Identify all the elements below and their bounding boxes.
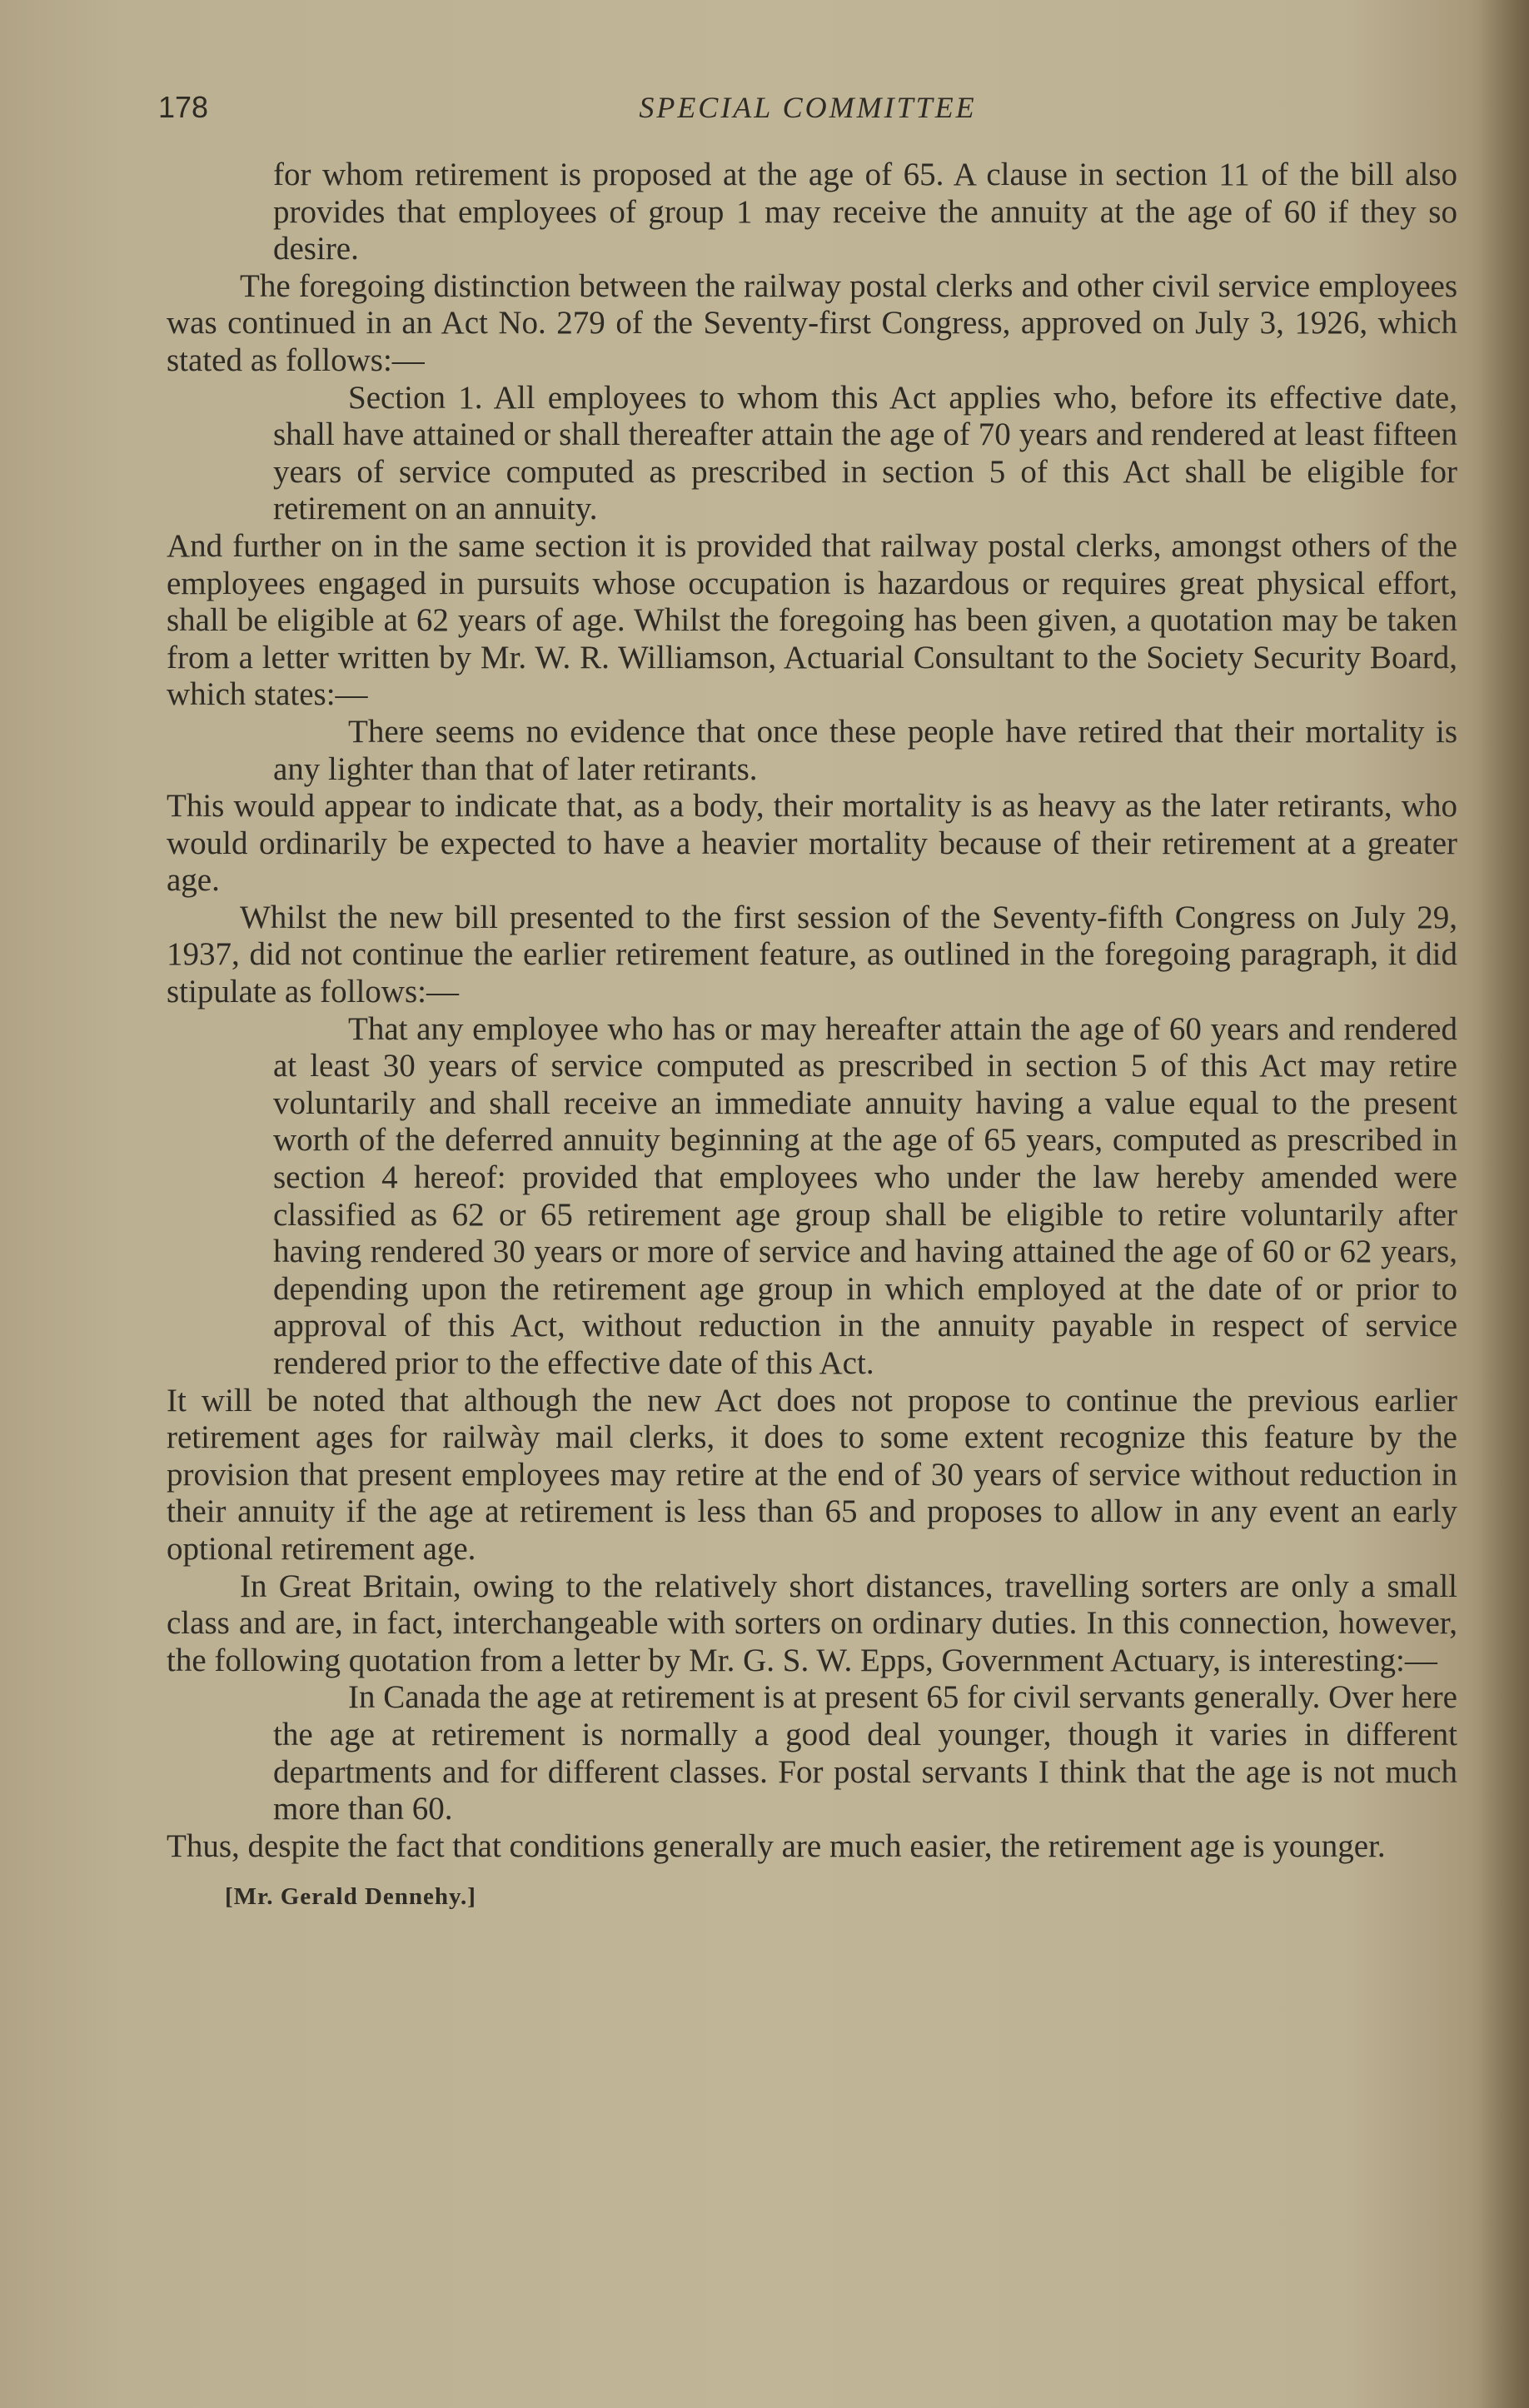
body-text — [167, 157, 1457, 1916]
running-title: SPECIAL COMMITTEE — [639, 91, 977, 124]
block-quote: In Canada the age at retirement is at present 65 for civil servants generally. Over here the age at retirement is normally a good deal younger, though it varies in different departments and for different classes. For postal servants I think that the age is not much more than 60. — [273, 1679, 1457, 1827]
page-number: 178 — [158, 90, 209, 124]
block-quote: Section 1. All employees to whom this Act applies who, before its effective date, shall have attained or shall thereafter attain the age of 70 years and rendered at least fifteen years of service computed as prescribed in section 5 of this Act shall be eligible for retirement on an annuity. — [273, 379, 1457, 527]
paragraph: This would appear to indicate that, as a body, their mortality is as heavy as the later retirants, who would ordinarily be expected to have a heavier mortality because of their retirement at a greater age. — [167, 788, 1457, 899]
paragraph: And further on in the same section it is provided that railway postal clerks, amongst others of the employees engaged in pursuits whose occupation is hazardous or requires great physical effort, shall be eligible at 62 years of age. Whilst the foregoing has been given, a quotation may be taken from a letter written by Mr. W. R. Williamson, Actuarial Consultant to the Society Security Board, which states:— — [167, 527, 1457, 713]
quote-continuation: for whom retirement is proposed at the age of 65. A clause in section 11 of the bill also provides that employees of group 1 may receive the annuity at the age of 60 if they so desire. — [273, 157, 1457, 267]
page-edge-shadow — [1479, 0, 1529, 2408]
block-quote: There seems no evidence that once these people have retired that their mortality is any lighter than that of later retirants. — [273, 713, 1457, 787]
speaker-attribution: [Mr. Gerald Dennehy.] — [225, 1883, 476, 1911]
page-header — [158, 90, 1457, 132]
paragraph: It will be noted that although the new Act does not propose to continue the previous earlier retirement ages for railwày mail clerks, it does to some extent recognize this feature by the provision that present employees may retire at the end of 30 years of service without reduction in their annuity if the age at retirement is less than 65 and proposes to allow in any event an early optional retirement age. — [167, 1382, 1457, 1567]
paragraph: Thus, despite the fact that conditions generally are much easier, the retirement age is younger. — [167, 1827, 1386, 1864]
paragraph: In Great Britain, owing to the relatively short distances, travelling sorters are only a small class and are, in fact, interchangeable with sorters on ordinary duties. In this connection, however, the following quotation from a letter by Mr. G. S. W. Epps, Government Actuary, is interesting:— — [167, 1568, 1457, 1678]
paragraph: Whilst the new bill presented to the first session of the Seventy-fifth Congress on July 29, 1937, did not continue the earlier retirement feature, as outlined in the foregoing paragraph, it did stipulate as follows:— — [167, 899, 1457, 1010]
paragraph: The foregoing distinction between the railway postal clerks and other civil service employees was continued in an Act No. 279 of the Seventy-first Congress, approved on July 3, 1926, which stated as follows:— — [167, 267, 1457, 378]
block-quote: That any employee who has or may hereafter attain the age of 60 years and rendered at least 30 years of service computed as prescribed in section 5 of this Act may retire voluntarily and shall receive an immediate annuity having a value equal to the present worth of the deferred annuity beginning at the age of 65 years, computed as prescribed in section 4 hereof: provided that employees who under the law hereby amended were classified as 62 or 65 retirement age group shall be eligible to retire voluntarily after having rendered 30 years or more of service and having attained the age of 60 or 62 years, depending upon the retirement age group in which employed at the date of or prior to approval of this Act, without reduction in the annuity payable in respect of service rendered prior to the effective date of this Act. — [273, 1010, 1457, 1381]
